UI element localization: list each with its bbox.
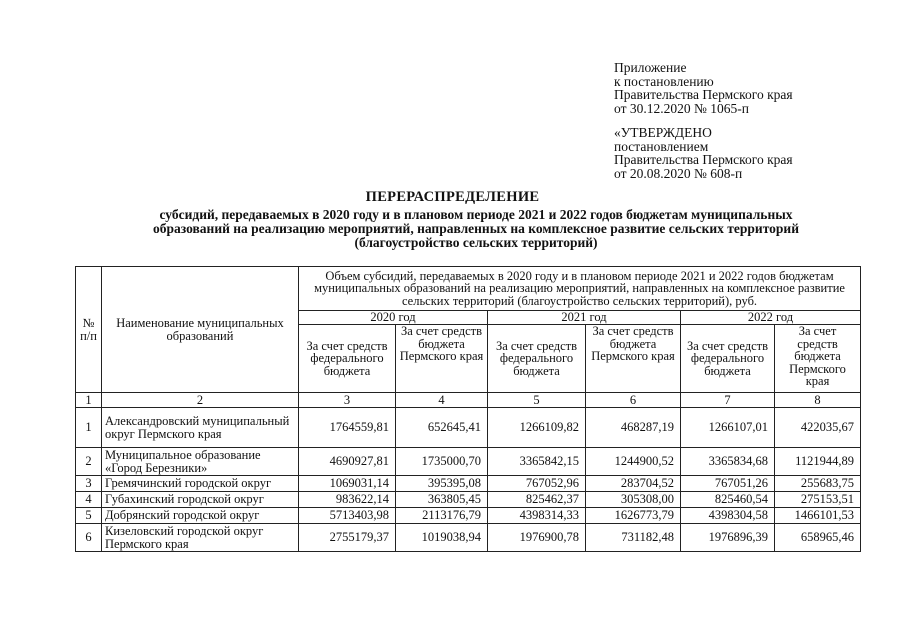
column-number: 5 [488,393,586,408]
amount-cell: 1764559,81 [299,408,396,448]
document-subtitle [96,208,856,249]
amount-cell: 1121944,89 [775,448,861,476]
row-number: 1 [76,408,102,448]
amount-cell: 468287,19 [586,408,681,448]
amount-cell: 1019038,94 [396,524,488,552]
header-federal: За счет средств федерального бюджета [299,325,396,393]
amount-cell: 4398314,33 [488,508,586,524]
amount-cell: 731182,48 [586,524,681,552]
column-number: 7 [681,393,775,408]
amount-cell: 255683,75 [775,476,861,492]
amount-cell: 4690927,81 [299,448,396,476]
amount-cell: 983622,14 [299,492,396,508]
subsidy-table [75,266,861,552]
amount-cell: 825460,54 [681,492,775,508]
subtitle-line: (благоустройство сельских территорий) [354,234,598,250]
table-row [76,476,861,492]
row-number: 2 [76,448,102,476]
amount-cell: 1266109,82 [488,408,586,448]
header-regional: За счет средств бюджета Пермского края [586,325,681,393]
amount-cell: 1976900,78 [488,524,586,552]
amount-cell: 1266107,01 [681,408,775,448]
amount-cell: 395395,08 [396,476,488,492]
approval-line: Правительства Пермского края [614,152,793,168]
row-number: 4 [76,492,102,508]
table-row [76,408,861,448]
appendix-line: Правительства Пермского края [614,87,793,103]
header-federal: За счет средств федерального бюджета [681,325,775,393]
municipality-name: Кизеловский городской округ Пермского края [102,524,299,552]
appendix-line: к постановлению [614,73,714,89]
table-row [76,448,861,476]
header-regional: За счет средств бюджета Пермского края [396,325,488,393]
subtitle-line: субсидий, передаваемых в 2020 году и в плановом периоде 2021 и 2022 годов бюджетам муниципальных [159,207,793,222]
table-row [76,524,861,552]
amount-cell: 825462,37 [488,492,586,508]
column-number: 2 [102,393,299,408]
row-number: 3 [76,476,102,492]
appendix-line: от 30.12.2020 № 1065-п [614,100,749,116]
amount-cell: 1735000,70 [396,448,488,476]
table-row [76,492,861,508]
row-number: 5 [76,508,102,524]
appendix-line: Приложение [614,60,687,75]
header-volume: Объем субсидий, передаваемых в 2020 году и в плановом периоде 2021 и 2022 годов бюджетам муниципальных образований на реализацию мероприятий, направленных на комплексное развитие сельских территорий (благоустройство сельских территорий), руб. [299,267,861,311]
amount-cell: 4398304,58 [681,508,775,524]
column-number: 4 [396,393,488,408]
amount-cell: 422035,67 [775,408,861,448]
municipality-name: Губахинский городской округ [102,492,299,508]
header-regional: За счет средств бюджета Пермского края [775,325,861,393]
header-year-2020: 2020 год [299,311,488,325]
amount-cell: 1466101,53 [775,508,861,524]
amount-cell: 363805,45 [396,492,488,508]
municipality-name: Добрянский городской округ [102,508,299,524]
amount-cell: 1244900,52 [586,448,681,476]
column-number: 6 [586,393,681,408]
amount-cell: 5713403,98 [299,508,396,524]
approval-block [614,126,793,180]
amount-cell: 3365834,68 [681,448,775,476]
amount-cell: 1069031,14 [299,476,396,492]
municipality-name: Гремячинский городской округ [102,476,299,492]
header-year-2021: 2021 год [488,311,681,325]
amount-cell: 283704,52 [586,476,681,492]
amount-cell: 2113176,79 [396,508,488,524]
municipality-name: Александровский муниципальный округ Пермского края [102,408,299,448]
approval-line: от 20.08.2020 № 608-п [614,165,743,181]
amount-cell: 652645,41 [396,408,488,448]
amount-cell: 305308,00 [586,492,681,508]
table-row [76,508,861,524]
amount-cell: 767051,26 [681,476,775,492]
municipality-name: Муниципальное образование «Город Березники» [102,448,299,476]
amount-cell: 275153,51 [775,492,861,508]
subtitle-line: образований на реализацию мероприятий, направленных на комплексное развитие сельских территорий [153,220,799,236]
approval-line: «УТВЕРЖДЕНО [614,125,712,140]
column-number: 1 [76,393,102,408]
header-number: № п/п [76,267,102,393]
amount-cell: 2755179,37 [299,524,396,552]
amount-cell: 767052,96 [488,476,586,492]
header-year-2022: 2022 год [681,311,861,325]
column-number: 8 [775,393,861,408]
amount-cell: 3365842,15 [488,448,586,476]
column-number: 3 [299,393,396,408]
row-number: 6 [76,524,102,552]
amount-cell: 1626773,79 [586,508,681,524]
approval-line: постановлением [614,138,709,154]
header-municipality: Наименование муниципальных образований [102,267,299,393]
document-title: ПЕРЕРАСПРЕДЕЛЕНИЕ [365,189,540,205]
amount-cell: 1976896,39 [681,524,775,552]
amount-cell: 658965,46 [775,524,861,552]
appendix-block [614,61,793,115]
header-federal: За счет средств федерального бюджета [488,325,586,393]
